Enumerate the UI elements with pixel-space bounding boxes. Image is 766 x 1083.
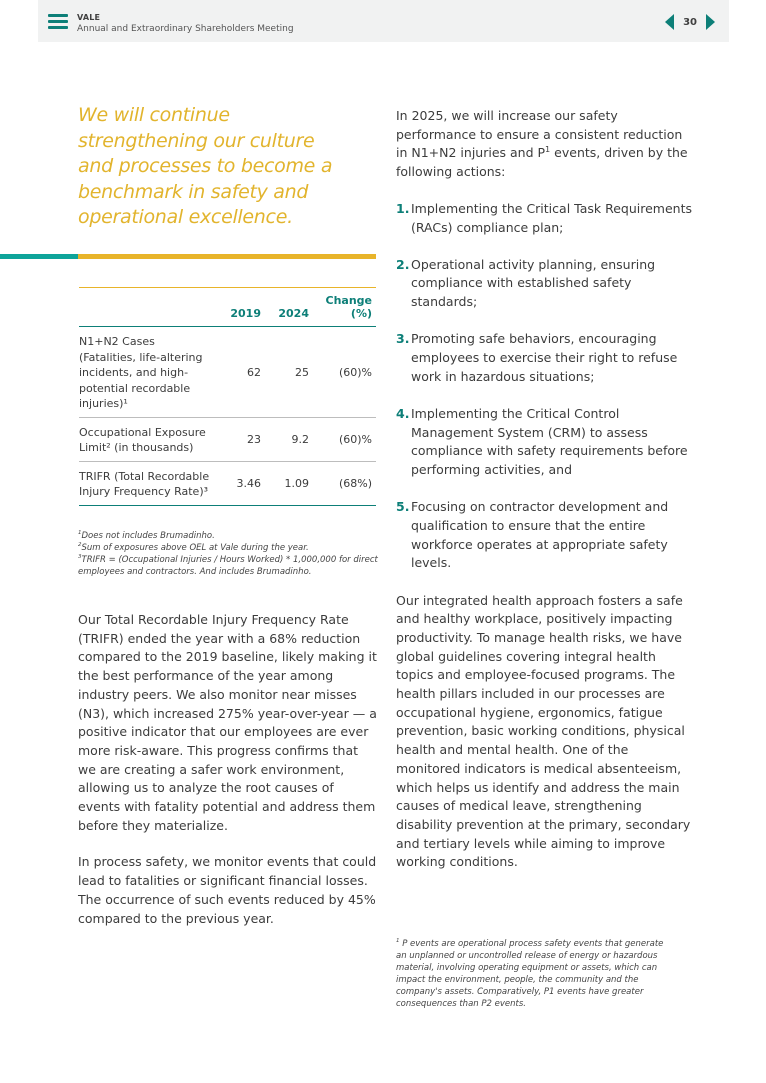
value-2019: 23: [219, 417, 265, 461]
row-label: N1+N2 Cases (Fatalities, life-altering incidents, and high-potential recordable injuries)¹: [79, 327, 219, 418]
row-label: Occupational Exposure Limit² (in thousands): [79, 417, 219, 461]
value-2024: 1.09: [265, 461, 313, 505]
table-footnotes: [78, 530, 378, 578]
value-change: (68%): [313, 461, 376, 505]
table-header-row: [79, 288, 376, 327]
footnote-mark: 2: [78, 542, 82, 549]
list-item: 3. Promoting safe behaviors, encouraging employees to exercise their right to refuse work in hazardous situations;: [396, 331, 678, 384]
value-change: (60)%: [313, 417, 376, 461]
value-2019: 62: [219, 327, 265, 418]
intro-paragraph: In 2025, we will increase our safety performance to ensure a consistent reduction in N1+N2 injuries and $P^1$ events, driven by the following actions:: [396, 108, 688, 180]
list-item: 4. Implementing the Critical Control Management System (CRM) to assess compliance with safety requirements before performing activities, and: [396, 405, 688, 478]
list-item: 2. Operational activity planning, ensuring compliance with established safety standards;: [396, 256, 656, 310]
footnote: $^3$TRIFR = (Occupational Injuries / Hours Worked) * 1,000,000 for direct employees and contractors. And includes Brumadinho.: [78, 554, 378, 577]
page-number: 30: [683, 16, 697, 28]
table-row: [79, 461, 376, 505]
list-item: 1. Implementing the Critical Task Requirements (RACs) compliance plan;: [396, 200, 692, 235]
table-header-2019: 2019: [219, 288, 265, 327]
list-item: 5. Focusing on contractor development and qualification to ensure that the entire workforce operates at appropriate safety levels.: [396, 499, 669, 571]
row-label: TRIFR (Total Recordable Injury Frequency Rate)³: [79, 461, 219, 505]
page-header: [38, 0, 729, 42]
menu-icon[interactable]: [48, 14, 68, 30]
health-paragraph: Our integrated health approach fosters a safe and healthy workplace, positively impacting productivity. To manage health risks, we have global guidelines covering integral health topics and employee-focused programs. The health pillars included in our processes are occupational hygiene, ergonomics, fatigue prevention, basic working conditions, physical health and mental health. One of the monitored indicators is medical absenteeism, which helps us identify and address the main causes of medical leave, strengthening disability prevention at the primary, secondary and tertiary levels while aiming to improve working conditions.: [396, 592, 691, 870]
paragraph: In process safety, we monitor events that could lead to fatalities or significant financial losses. The occurrence of such events reduced by 45% compared to the previous year.: [78, 854, 377, 926]
footnote: $^2$Sum of exposures above OEL at Vale during the year.: [78, 542, 309, 553]
divider-gold: [78, 254, 376, 259]
safety-indicators-table: [79, 287, 376, 506]
value-2019: 3.46: [219, 461, 265, 505]
previous-page-icon[interactable]: [665, 14, 674, 30]
table-row: [79, 417, 376, 461]
left-body-text: [78, 611, 378, 946]
paragraph: Our Total Recordable Injury Frequency Rate (TRIFR) ended the year with a 68% reduction compared to the 2019 baseline, likely making it the best performance of the year among industry peers. We also monitor near misses (N3), which increased 275% year-over-year — a positive indicator that our employees are ever more risk-aware. This progress confirms that we are creating a safer work environment, allowing us to analyze the root causes of events with fatality potential and address them before they materialize.: [78, 612, 377, 833]
value-change: (60)%: [313, 327, 376, 418]
footnote-mark: 1: [78, 530, 82, 537]
next-page-icon[interactable]: [706, 14, 715, 30]
table-row: [79, 327, 376, 418]
pull-quote: We will continue strengthening our culture and processes to become a benchmark in safety and operational excellence.: [78, 104, 333, 228]
table-header-label: [79, 288, 219, 327]
value-2024: 9.2: [265, 417, 313, 461]
table-header-change: Change (%): [313, 288, 376, 327]
value-2024: 25: [265, 327, 313, 418]
page-navigation: [665, 13, 715, 31]
footnote-mark: 3: [78, 554, 82, 561]
footnote: $^1$Does not includes Brumadinho.: [78, 530, 215, 541]
header-title: VALE: [77, 13, 101, 22]
header-subtitle: Annual and Extraordinary Shareholders Meeting: [77, 24, 294, 34]
divider-teal: [0, 254, 78, 259]
table-header-2024: 2024: [265, 288, 313, 327]
right-column: [396, 107, 696, 872]
page-footnote: $^1$ P events are operational process safety events that generate an unplanned or uncontrolled release of energy or hazardous material, involving operating equipment or assets, which can impact the environment, people, the community and the company's assets. Comparatively, P1 events have greater consequences than P2 events.: [396, 938, 664, 1009]
actions-list: [396, 200, 696, 573]
